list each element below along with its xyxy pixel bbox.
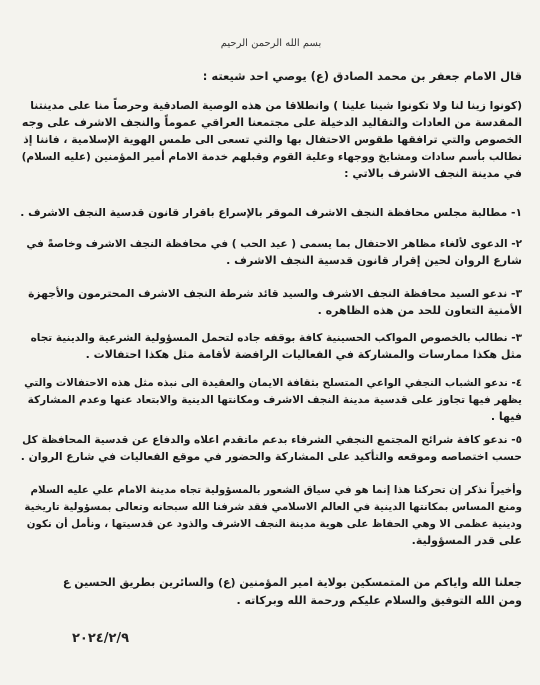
item-3-cont: الأمنية التعاون للحد من هذه الظاهره .	[317, 304, 522, 317]
item-5-cont: يظهر فيها تجاوز على قدسية مدينة النجف الاشرف ومكانتها الدينية والابتعاد عنها وعدم المشاركة	[27, 394, 522, 406]
document-heading: قال الامام جعفر بن محمد الصادق (ع) يوصي احد شيعته :	[202, 69, 522, 83]
intro-line: (كونوا زينا لنا ولا تكونوا شينا علينا ) وانطلاقا من هذه الوصية الصادقية وحرصاً منا على مدينتنا	[30, 99, 522, 112]
item-6-cont: حسب اختصاصه وموقعه والتأكيد على المشاركة والحضور في موقع الفعاليات في شارع الروان .	[20, 450, 522, 463]
item-1: ١- مطالبة مجلس محافظة النجف الاشرف الموقر بالإسراع باقرار قانون قدسية النجف الاشرف .	[20, 206, 522, 219]
item-5: ٤- ندعو الشباب النجفي الواعي المتسلح بثقافة الايمان والعقيدة الى نبذه مثل هذه الاحتفالات والتي	[24, 377, 522, 389]
document-date: ٢٠٢٤/٢/٩	[72, 631, 130, 646]
item-4: ٣- نطالب بالخصوص المواكب الحسينية كافة بوقفه جاده لتحمل المسؤولية الشرعية والدينية تجاه	[30, 332, 522, 344]
closing-line: على قدر المسؤولية.	[411, 534, 522, 547]
prayer-line: ومن الله التوفيق والسلام عليكم ورحمة الله وبركاته .	[236, 594, 522, 607]
item-3: ٣- ندعو السيد محافظة النجف الاشرف والسيد قائد شرطة النجف الاشرف المحترمون والأجهزة	[28, 287, 522, 300]
item-6: ٥- ندعو كافة شرائح المجتمع النجفي الشرفاء بدعم ماتقدم اعلاه والدفاع عن قدسية المحافظة كل	[22, 434, 522, 446]
intro-line: في مدينة النجف الاشرف بالاتي :	[344, 167, 522, 180]
closing-line: ودينية عظمى الا وهي الحفاظ على هوية مدينة النجف الاشرف والذود عن قدسيتها ، ونأمل أن نكون	[26, 518, 522, 530]
item-2: ٢- الدعوى لألغاء مظاهر الاحتفال بما يسمى ( عيد الحب ) في محافظة النجف الاشرف وخاصةً في	[26, 238, 522, 250]
intro-line: المقدسة من العادات والتقاليد الدخيلة على مجتمعنا العراقي عموماً والنجف الاشرف على وجه	[21, 116, 522, 129]
item-2-cont: شارع الروان لحين إقرار قانون قدسية النجف الاشرف .	[226, 254, 522, 267]
intro-line: نطالب بأسم سادات ومشايخ ووجهاء وعلية القوم وقبلهم خدمة الامام أمير المؤمنين (عليه السلام)	[21, 151, 522, 163]
item-5-cont: فيها .	[490, 410, 522, 423]
document-body	[20, 0, 522, 685]
closing-line: ومنع المساس بمكانتها الدينية في العالم الاسلامي فقد شرفنا الله سبحانه وتعالى بمسؤولية تاريخية	[24, 501, 522, 513]
item-4-cont: مثل هكذا ممارسات والمشاركة في الفعاليات الرافضة لأقامة مثل هكذا احتفالات .	[85, 348, 522, 361]
intro-line: الخصوص والتي ترافقها طقوس الاحتفال بها والتي تسعى الى طمس الهوية الإسلامية ، فاننا إذ	[23, 133, 522, 146]
closing-line: وأخيراً نذكر إن تحركنا هذا إنما هو في سياق الشعور بالمسؤولية تجاه مدينة الامام علي عليه السلام	[30, 484, 522, 496]
basmala: بسم الله الرحمن الرحيم	[220, 38, 322, 49]
prayer-line: جعلنا الله واياكم من المتمسكين بولاية امير المؤمنين (ع) والسائرين بطريق الحسين ع	[62, 576, 522, 589]
